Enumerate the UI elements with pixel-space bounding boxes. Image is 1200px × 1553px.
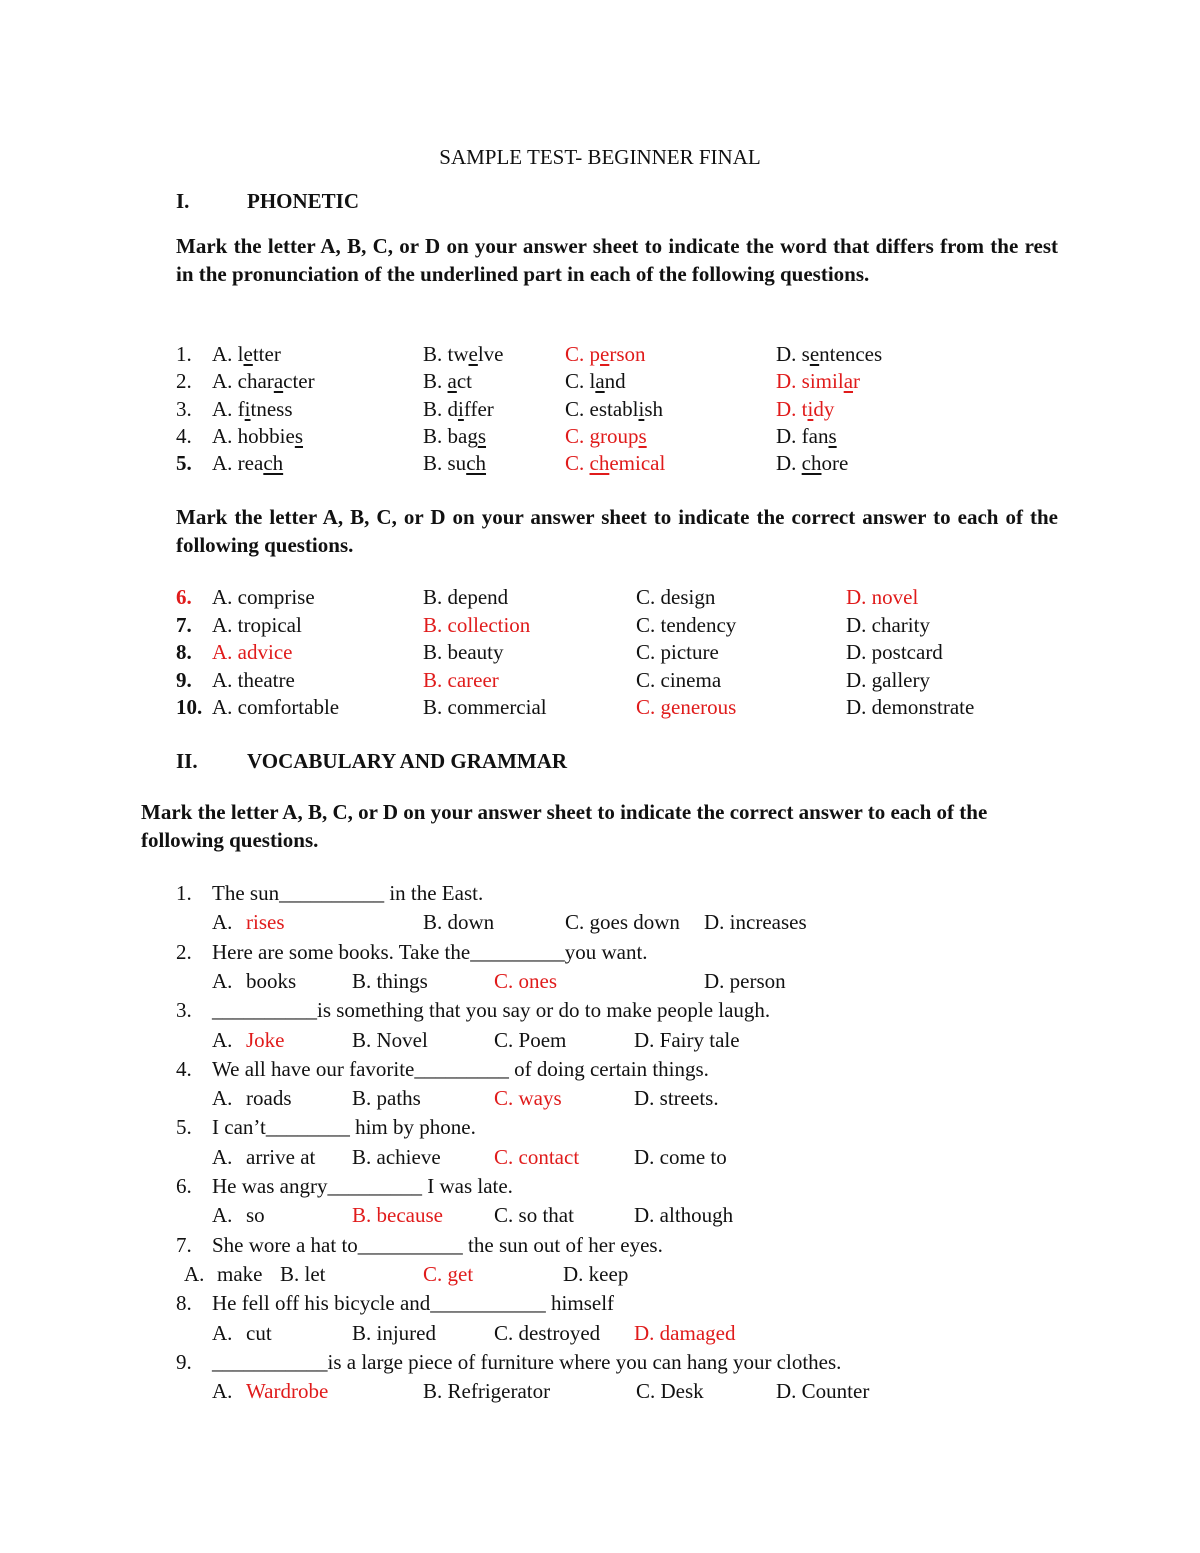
underlined-part: ch bbox=[589, 451, 610, 476]
answer-option bbox=[352, 1144, 441, 1170]
option-text: Wardrobe bbox=[246, 1379, 329, 1404]
option-label: D. bbox=[704, 910, 730, 935]
answer-option bbox=[352, 1202, 443, 1228]
option-text: get bbox=[447, 1261, 474, 1286]
answer-option: C. generous bbox=[636, 695, 737, 719]
question-number: 4. bbox=[176, 423, 192, 448]
option-text: Counter bbox=[801, 1379, 870, 1404]
option-text: paths bbox=[376, 1086, 421, 1111]
underlined-part: e bbox=[243, 342, 253, 366]
answer-option bbox=[634, 1202, 733, 1228]
option-text: damaged bbox=[659, 1320, 736, 1345]
question-stem: He fell off his bicycle and___________ himself bbox=[212, 1291, 615, 1316]
answer-option bbox=[423, 450, 486, 476]
option-label: B. bbox=[352, 1027, 377, 1052]
answer-option bbox=[494, 1027, 566, 1053]
option-label: A. bbox=[212, 1379, 233, 1404]
underlined-part: ch bbox=[263, 451, 284, 476]
question-stem: ___________is a large piece of furniture where you can hang your clothes. bbox=[212, 1349, 842, 1374]
underlined-part: a bbox=[273, 369, 284, 394]
option-label: B. bbox=[280, 1261, 305, 1286]
answer-option bbox=[776, 396, 834, 422]
answer-option bbox=[565, 396, 663, 422]
option-text: tness bbox=[250, 396, 293, 421]
question-number: 3. bbox=[176, 998, 192, 1023]
option-label: A. bbox=[212, 1086, 233, 1111]
option-text: arrive at bbox=[246, 1144, 316, 1169]
option-text: streets. bbox=[659, 1086, 719, 1111]
option-text: C. bbox=[565, 451, 590, 476]
answer-option bbox=[352, 968, 428, 994]
answer-option: B. career bbox=[423, 667, 499, 692]
option-text: increases bbox=[729, 910, 807, 935]
answer-option bbox=[212, 396, 293, 422]
answer-option: C. design bbox=[636, 585, 716, 609]
option-text: B. d bbox=[423, 396, 459, 421]
option-text: dy bbox=[813, 396, 835, 421]
answer-option bbox=[212, 341, 281, 367]
option-text: r bbox=[853, 369, 861, 394]
answer-option: A. comprise bbox=[212, 585, 315, 609]
option-label: A. bbox=[184, 1261, 205, 1286]
question-stem: The sun__________ in the East. bbox=[212, 881, 484, 905]
option-label: D. bbox=[704, 968, 730, 993]
option-label: B. bbox=[352, 968, 377, 993]
answer-option: D. demonstrate bbox=[846, 695, 975, 719]
option-label: D. bbox=[634, 1144, 660, 1169]
answer-option bbox=[352, 1320, 436, 1346]
section-title: PHONETIC bbox=[247, 189, 360, 213]
underlined-part: s bbox=[828, 423, 837, 448]
option-text: so bbox=[246, 1203, 265, 1228]
option-text: C. group bbox=[565, 423, 639, 448]
option-text: Refrigerator bbox=[447, 1379, 551, 1404]
answer-option: B. depend bbox=[423, 585, 509, 609]
answer-option bbox=[565, 368, 626, 394]
answer-option: B. commercial bbox=[423, 695, 547, 719]
answer-option bbox=[352, 1085, 421, 1111]
option-text: Desk bbox=[660, 1379, 704, 1404]
underlined-part: e bbox=[600, 342, 610, 366]
option-text: tter bbox=[252, 342, 281, 366]
option-label: A. bbox=[212, 910, 233, 935]
answer-option bbox=[280, 1261, 326, 1287]
answer-option bbox=[423, 341, 504, 367]
option-text: B. bbox=[423, 369, 448, 394]
answer-option bbox=[423, 396, 494, 422]
option-text: cut bbox=[246, 1320, 272, 1345]
answer-option: C. tendency bbox=[636, 612, 737, 637]
question-number: 10. bbox=[176, 695, 203, 719]
page-title: SAMPLE TEST- BEGINNER FINAL bbox=[439, 145, 761, 169]
question-stem: She wore a hat to__________ the sun out of her eyes. bbox=[212, 1232, 663, 1257]
option-label: D. bbox=[776, 1379, 802, 1404]
option-text: destroyed bbox=[518, 1320, 601, 1345]
answer-option bbox=[423, 909, 494, 935]
option-text: rson bbox=[609, 342, 646, 366]
option-text: D. s bbox=[776, 342, 810, 366]
answer-option: C. picture bbox=[636, 640, 719, 664]
option-label: C. bbox=[565, 910, 590, 935]
question-number: 8. bbox=[176, 640, 192, 664]
answer-option bbox=[776, 450, 848, 476]
question-stem: I can’t________ him by phone. bbox=[212, 1115, 476, 1140]
underlined-part: ch bbox=[466, 451, 487, 476]
underlined-part: a bbox=[595, 369, 605, 394]
option-text: make bbox=[217, 1261, 263, 1286]
option-text: keep bbox=[588, 1261, 629, 1286]
underlined-part: a bbox=[843, 369, 854, 394]
answer-option bbox=[634, 1144, 727, 1170]
answer-option: C. cinema bbox=[636, 667, 722, 692]
option-label: A. bbox=[212, 1320, 233, 1345]
option-text: C. p bbox=[565, 342, 601, 366]
option-text: A. f bbox=[212, 396, 245, 421]
answer-option bbox=[634, 1027, 740, 1053]
option-label: C. bbox=[494, 1086, 519, 1111]
answer-option: A. tropical bbox=[212, 612, 302, 637]
option-label: B. bbox=[352, 1086, 377, 1111]
answer-option bbox=[776, 1378, 869, 1404]
option-label: B. bbox=[352, 1144, 377, 1169]
option-text: D. fan bbox=[776, 423, 829, 448]
option-label: A. bbox=[212, 1203, 233, 1228]
underlined-part: a bbox=[447, 369, 457, 394]
option-text: ways bbox=[518, 1086, 562, 1111]
question-number: 6. bbox=[176, 585, 192, 609]
option-text: A. char bbox=[212, 369, 274, 394]
option-text: B. bag bbox=[423, 423, 478, 448]
answer-option bbox=[636, 1378, 704, 1404]
option-text: injured bbox=[376, 1320, 436, 1345]
question-number: 1. bbox=[176, 342, 192, 366]
question-number: 5. bbox=[176, 451, 192, 476]
option-text: Novel bbox=[376, 1027, 428, 1052]
answer-option: B. collection bbox=[423, 612, 531, 637]
option-text: A. l bbox=[212, 342, 244, 366]
answer-option bbox=[563, 1261, 628, 1287]
question-number: 1. bbox=[176, 881, 192, 905]
option-text: B. su bbox=[423, 451, 467, 476]
option-text: person bbox=[729, 968, 786, 993]
option-text: D. t bbox=[776, 396, 808, 421]
answer-option bbox=[565, 341, 646, 367]
option-text: lve bbox=[477, 342, 504, 366]
option-text: A. hobbie bbox=[212, 423, 295, 448]
answer-option bbox=[212, 368, 315, 394]
answer-option bbox=[634, 1320, 735, 1346]
underlined-part: e bbox=[468, 342, 478, 366]
option-text: although bbox=[659, 1203, 734, 1228]
section-number: I. bbox=[176, 189, 190, 213]
question-number: 9. bbox=[176, 1349, 192, 1374]
option-label: C. bbox=[494, 968, 519, 993]
option-label: C. bbox=[494, 1144, 519, 1169]
answer-option bbox=[494, 1202, 574, 1228]
option-text: ct bbox=[456, 369, 472, 394]
option-text: sh bbox=[644, 396, 664, 421]
underlined-part: i bbox=[244, 396, 251, 421]
option-label: D. bbox=[634, 1086, 660, 1111]
option-text: roads bbox=[246, 1086, 292, 1111]
answer-option: B. beauty bbox=[423, 640, 504, 664]
option-text: Poem bbox=[518, 1027, 567, 1052]
option-text: achieve bbox=[376, 1144, 441, 1169]
section-title: VOCABULARY AND GRAMMAR bbox=[247, 749, 568, 773]
option-label: A. bbox=[212, 1144, 233, 1169]
answer-option bbox=[565, 450, 665, 476]
underlined-part: s bbox=[638, 423, 647, 448]
option-text: cter bbox=[283, 369, 315, 394]
answer-option: A. theatre bbox=[212, 667, 295, 692]
question-number: 3. bbox=[176, 396, 192, 421]
option-label: C. bbox=[423, 1261, 448, 1286]
answer-option bbox=[423, 1378, 550, 1404]
option-text: C. l bbox=[565, 369, 596, 394]
option-text: C. establ bbox=[565, 396, 639, 421]
option-text: D. bbox=[776, 451, 802, 476]
option-text: books bbox=[246, 968, 297, 993]
option-text: D. simil bbox=[776, 369, 844, 394]
answer-option bbox=[565, 909, 680, 935]
option-label: A. bbox=[212, 968, 233, 993]
option-text: because bbox=[376, 1203, 443, 1228]
question-number: 6. bbox=[176, 1174, 192, 1198]
question-number: 4. bbox=[176, 1056, 192, 1081]
answer-option bbox=[212, 450, 283, 476]
question-stem: We all have our favorite_________ of doing certain things. bbox=[212, 1056, 709, 1081]
question-stem: __________is something that you say or do to make people laugh. bbox=[212, 998, 771, 1023]
answer-option bbox=[704, 909, 807, 935]
underlined-part: s bbox=[477, 423, 487, 448]
option-label: D. bbox=[634, 1320, 660, 1345]
option-text: B. tw bbox=[423, 342, 469, 366]
option-text: come to bbox=[659, 1144, 727, 1169]
option-label: C. bbox=[494, 1203, 519, 1228]
option-label: C. bbox=[636, 1379, 661, 1404]
question-number: 7. bbox=[176, 1232, 192, 1257]
underlined-part: e bbox=[809, 342, 820, 366]
option-text: things bbox=[376, 968, 428, 993]
question-number: 2. bbox=[176, 939, 192, 964]
underlined-part: i bbox=[638, 396, 645, 421]
option-text: ntences bbox=[819, 342, 883, 366]
option-text: contact bbox=[518, 1144, 580, 1169]
option-text: so that bbox=[518, 1203, 574, 1228]
answer-option: A. comfortable bbox=[212, 695, 340, 719]
option-text: ore bbox=[821, 451, 849, 476]
question-number: 8. bbox=[176, 1291, 192, 1316]
underlined-part: ch bbox=[801, 451, 822, 476]
answer-option bbox=[494, 1320, 600, 1346]
underlined-part: i bbox=[458, 396, 464, 421]
question-stem: He was angry_________ I was late. bbox=[212, 1174, 513, 1198]
option-text: let bbox=[304, 1261, 326, 1286]
question-number: 5. bbox=[176, 1115, 192, 1140]
answer-option bbox=[423, 368, 472, 394]
option-label: B. bbox=[352, 1203, 377, 1228]
option-label: C. bbox=[494, 1027, 519, 1052]
question-number: 9. bbox=[176, 667, 192, 692]
option-text: nd bbox=[604, 369, 626, 394]
instruction-stress: Mark the letter A, B, C, or D on your answer sheet to indicate the correct answer to each of the following questions. bbox=[176, 505, 1058, 557]
option-label: D. bbox=[563, 1261, 589, 1286]
answer-option: D. novel bbox=[846, 585, 919, 609]
answer-option bbox=[423, 423, 486, 449]
section-number: II. bbox=[176, 749, 198, 773]
option-text: Joke bbox=[246, 1027, 285, 1052]
answer-option: D. charity bbox=[846, 612, 930, 637]
option-label: C. bbox=[494, 1320, 519, 1345]
answer-option: D. postcard bbox=[846, 640, 943, 664]
answer-option bbox=[423, 1261, 473, 1287]
option-label: D. bbox=[634, 1027, 660, 1052]
option-text: ffer bbox=[463, 396, 494, 421]
answer-option bbox=[634, 1085, 719, 1111]
option-label: D. bbox=[634, 1203, 660, 1228]
option-text: emical bbox=[609, 451, 666, 476]
option-text: goes down bbox=[589, 910, 680, 935]
option-text: Fairy tale bbox=[659, 1027, 740, 1052]
instruction-vocab: Mark the letter A, B, C, or D on your answer sheet to indicate the correct answer to each of the following questions. bbox=[141, 800, 988, 852]
answer-option bbox=[494, 1085, 562, 1111]
answer-option: A. advice bbox=[212, 640, 293, 664]
option-text: rises bbox=[246, 910, 285, 935]
question-stem: Here are some books. Take the_________you want. bbox=[212, 939, 648, 964]
underlined-part: s bbox=[294, 423, 304, 448]
option-text: down bbox=[447, 910, 495, 935]
answer-option bbox=[776, 423, 837, 449]
option-label: B. bbox=[352, 1320, 377, 1345]
instruction-pronunciation: Mark the letter A, B, C, or D on your answer sheet to indicate the word that differs from the rest in the pronunciation of the underlined part in each of the following questions. bbox=[176, 234, 1058, 286]
question-number: 2. bbox=[176, 369, 192, 394]
underlined-part: i bbox=[807, 396, 814, 421]
option-label: B. bbox=[423, 1379, 448, 1404]
answer-option: D. gallery bbox=[846, 667, 930, 692]
answer-option bbox=[494, 968, 557, 994]
answer-option bbox=[352, 1027, 428, 1053]
option-text: ones bbox=[518, 968, 558, 993]
answer-option bbox=[704, 968, 786, 994]
answer-option bbox=[565, 423, 647, 449]
answer-option bbox=[776, 368, 860, 394]
option-label: A. bbox=[212, 1027, 233, 1052]
answer-option bbox=[494, 1144, 579, 1170]
question-number: 7. bbox=[176, 612, 192, 637]
answer-option bbox=[212, 423, 303, 449]
answer-option bbox=[776, 341, 882, 367]
option-label: B. bbox=[423, 910, 448, 935]
option-text: A. rea bbox=[212, 451, 264, 476]
